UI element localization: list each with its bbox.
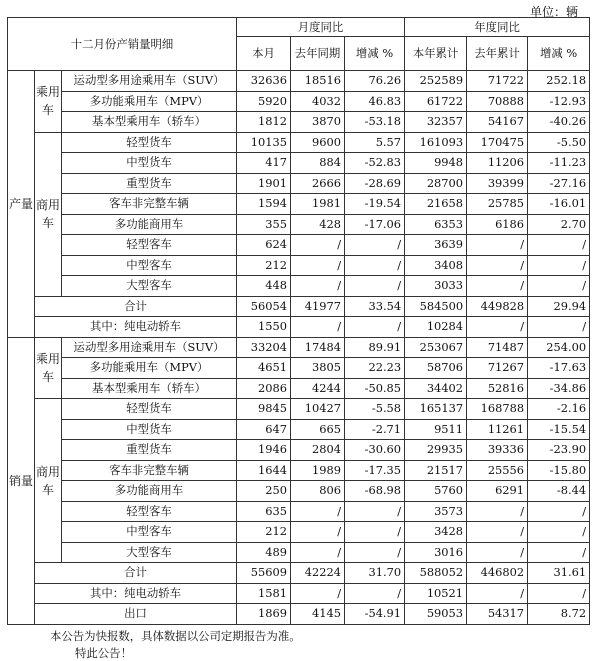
cell-y-prev: 39336	[467, 440, 528, 461]
month-change-header: 增减 %	[345, 37, 405, 71]
sales-commercial-label: 商用车	[35, 399, 62, 563]
cell-y-chg: /	[528, 317, 590, 338]
cell-m-chg: 89.91	[345, 337, 405, 358]
cell-m-prev: /	[291, 501, 345, 522]
cell-m-chg: /	[345, 317, 405, 338]
cell-m-prev: 18516	[291, 71, 345, 92]
cell-m-cur: 10135	[237, 132, 291, 153]
cell-m-prev: 428	[291, 214, 345, 235]
row-name: 基本型乘用车（轿车）	[62, 112, 237, 133]
cell-m-cur: 489	[237, 542, 291, 563]
cell-y-cur: 3428	[405, 522, 467, 543]
cell-y-prev: 71722	[467, 71, 528, 92]
header-row-1	[8, 18, 590, 37]
monthly-header: 月度同比	[237, 18, 405, 37]
cell-m-prev: 1981	[291, 194, 345, 215]
cell-m-chg: -52.83	[345, 153, 405, 174]
row-name: 重型货车	[62, 173, 237, 194]
cell-y-prev: /	[467, 276, 528, 297]
table-row	[8, 460, 590, 481]
table-row	[8, 153, 590, 174]
cell-y-chg: 31.61	[528, 563, 590, 584]
production-commercial-label: 商用车	[35, 132, 62, 296]
annual-current-header: 本年累计	[405, 37, 467, 71]
cell-y-chg: /	[528, 501, 590, 522]
cell-m-prev: 9600	[291, 132, 345, 153]
cell-y-cur: 34402	[405, 378, 467, 399]
cell-m-chg: -19.54	[345, 194, 405, 215]
cell-y-cur: 10521	[405, 583, 467, 604]
sales-section-label: 销量	[8, 337, 35, 624]
cell-y-prev: 71267	[467, 358, 528, 379]
cell-m-cur: 355	[237, 214, 291, 235]
sales-export-row	[8, 604, 590, 625]
cell-m-cur: 1812	[237, 112, 291, 133]
cell-y-chg: -15.54	[528, 419, 590, 440]
cell-m-chg: -5.58	[345, 399, 405, 420]
cell-y-chg: 29.94	[528, 296, 590, 317]
cell-m-cur: 1550	[237, 317, 291, 338]
cell-y-prev: 170475	[467, 132, 528, 153]
cell-y-chg: 2.70	[528, 214, 590, 235]
table-row	[8, 522, 590, 543]
cell-m-chg: 22.23	[345, 358, 405, 379]
cell-y-cur: 588052	[405, 563, 467, 584]
row-name: 轻型货车	[62, 399, 237, 420]
cell-m-cur: 417	[237, 153, 291, 174]
annual-prev-header: 去年累计	[467, 37, 528, 71]
cell-m-chg: -2.71	[345, 419, 405, 440]
cell-m-prev: 2666	[291, 173, 345, 194]
cell-m-chg: /	[345, 583, 405, 604]
row-name: 中型货车	[62, 419, 237, 440]
cell-m-cur: 1869	[237, 604, 291, 625]
cell-m-prev: /	[291, 583, 345, 604]
footnote: 本公告为快报数，具体数据以公司定期报告为准。	[50, 629, 301, 643]
cell-m-prev: 2804	[291, 440, 345, 461]
cell-m-chg: /	[345, 501, 405, 522]
cell-m-prev: /	[291, 542, 345, 563]
cell-y-cur: 21517	[405, 460, 467, 481]
cell-y-prev: 168788	[467, 399, 528, 420]
cell-m-cur: 55609	[237, 563, 291, 584]
cell-y-prev: 25785	[467, 194, 528, 215]
cell-y-chg: -2.16	[528, 399, 590, 420]
cell-y-chg: 252.18	[528, 71, 590, 92]
table-row	[8, 276, 590, 297]
cell-m-prev: 4145	[291, 604, 345, 625]
cell-m-prev: 806	[291, 481, 345, 502]
row-name: 轻型客车	[62, 501, 237, 522]
cell-y-chg: /	[528, 522, 590, 543]
row-name: 大型客车	[62, 542, 237, 563]
cell-m-cur: 1581	[237, 583, 291, 604]
row-name: 多功能乘用车（MPV）	[62, 358, 237, 379]
sales-detail-table	[7, 17, 590, 625]
cell-y-prev: /	[467, 522, 528, 543]
cell-y-chg: -15.80	[528, 460, 590, 481]
production-ev-row	[8, 317, 590, 338]
cell-y-chg: /	[528, 255, 590, 276]
cell-y-chg: -17.63	[528, 358, 590, 379]
cell-m-cur: 5920	[237, 91, 291, 112]
cell-m-prev: 3805	[291, 358, 345, 379]
cell-y-chg: -8.44	[528, 481, 590, 502]
production-passenger-label: 乘用车	[35, 71, 62, 133]
cell-m-cur: 32636	[237, 71, 291, 92]
cell-m-prev: 42224	[291, 563, 345, 584]
cell-y-cur: 10284	[405, 317, 467, 338]
cell-y-chg: -11.23	[528, 153, 590, 174]
table-row	[8, 235, 590, 256]
row-name: 运动型多用途乘用车（SUV）	[62, 337, 237, 358]
row-name: 其中：纯电动轿车	[35, 583, 237, 604]
row-name: 多功能商用车	[62, 214, 237, 235]
row-name: 重型货车	[62, 440, 237, 461]
cell-y-prev: 52816	[467, 378, 528, 399]
cell-m-cur: 212	[237, 522, 291, 543]
unit-label: 单位：辆	[529, 5, 578, 19]
cell-y-chg: -40.26	[528, 112, 590, 133]
cell-m-prev: 665	[291, 419, 345, 440]
cell-m-prev: /	[291, 522, 345, 543]
cell-y-cur: 3033	[405, 276, 467, 297]
cell-m-prev: 1989	[291, 460, 345, 481]
cell-m-chg: 76.26	[345, 71, 405, 92]
cell-m-prev: 3870	[291, 112, 345, 133]
cell-y-cur: 59053	[405, 604, 467, 625]
row-name: 多功能商用车	[62, 481, 237, 502]
cell-y-cur: 21658	[405, 194, 467, 215]
cell-m-cur: 1594	[237, 194, 291, 215]
cell-m-chg: 5.57	[345, 132, 405, 153]
cell-m-prev: 884	[291, 153, 345, 174]
cell-y-chg: /	[528, 276, 590, 297]
cell-y-prev: /	[467, 583, 528, 604]
cell-y-cur: 32357	[405, 112, 467, 133]
cell-m-cur: 250	[237, 481, 291, 502]
table-row	[8, 501, 590, 522]
annual-change-header: 增减 %	[528, 37, 590, 71]
row-name: 客车非完整车辆	[62, 194, 237, 215]
cell-y-prev: 11206	[467, 153, 528, 174]
cell-y-prev: 6186	[467, 214, 528, 235]
cell-m-cur: 56054	[237, 296, 291, 317]
cell-y-cur: 9511	[405, 419, 467, 440]
cell-y-cur: 9948	[405, 153, 467, 174]
cell-m-prev: 10427	[291, 399, 345, 420]
month-current-header: 本月	[237, 37, 291, 71]
cell-y-prev: 54317	[467, 604, 528, 625]
cell-y-chg: /	[528, 583, 590, 604]
cell-y-prev: /	[467, 542, 528, 563]
cell-m-chg: -50.85	[345, 378, 405, 399]
table-title: 十二月份产销量明细	[8, 18, 237, 71]
cell-y-chg: -23.90	[528, 440, 590, 461]
cell-m-chg: /	[345, 276, 405, 297]
cell-y-prev: 11261	[467, 419, 528, 440]
cell-m-chg: /	[345, 235, 405, 256]
table-row	[8, 481, 590, 502]
table-row	[8, 71, 590, 92]
cell-m-cur: 448	[237, 276, 291, 297]
cell-y-chg: 254.00	[528, 337, 590, 358]
cell-y-prev: 71487	[467, 337, 528, 358]
cell-y-chg: /	[528, 235, 590, 256]
cell-y-cur: 6353	[405, 214, 467, 235]
cell-m-cur: 1644	[237, 460, 291, 481]
cell-m-prev: /	[291, 235, 345, 256]
row-name: 运动型多用途乘用车（SUV）	[62, 71, 237, 92]
cell-m-cur: 212	[237, 255, 291, 276]
cell-y-chg: -27.16	[528, 173, 590, 194]
cell-m-chg: -54.91	[345, 604, 405, 625]
row-name: 客车非完整车辆	[62, 460, 237, 481]
row-name: 中型客车	[62, 255, 237, 276]
row-name: 多功能乘用车（MPV）	[62, 91, 237, 112]
table-row	[8, 214, 590, 235]
cell-y-chg: /	[528, 542, 590, 563]
cell-y-prev: 6291	[467, 481, 528, 502]
cell-m-chg: 46.83	[345, 91, 405, 112]
cell-m-chg: -53.18	[345, 112, 405, 133]
table-row	[8, 91, 590, 112]
cell-y-chg: -16.01	[528, 194, 590, 215]
row-name: 轻型客车	[62, 235, 237, 256]
cell-y-chg: -12.93	[528, 91, 590, 112]
cell-m-cur: 1946	[237, 440, 291, 461]
table-row	[8, 255, 590, 276]
cell-m-cur: 635	[237, 501, 291, 522]
row-name: 合计	[35, 563, 237, 584]
cell-m-cur: 1901	[237, 173, 291, 194]
cell-y-cur: 3573	[405, 501, 467, 522]
cell-y-cur: 58706	[405, 358, 467, 379]
closing-text: 特此公告！	[75, 646, 132, 660]
cell-m-chg: 31.70	[345, 563, 405, 584]
table-row	[8, 378, 590, 399]
cell-m-prev: /	[291, 276, 345, 297]
cell-m-chg: -17.06	[345, 214, 405, 235]
cell-m-cur: 4651	[237, 358, 291, 379]
table-row	[8, 194, 590, 215]
table-row	[8, 132, 590, 153]
cell-y-prev: /	[467, 255, 528, 276]
row-name: 中型货车	[62, 153, 237, 174]
cell-y-cur: 165137	[405, 399, 467, 420]
table-row	[8, 440, 590, 461]
cell-m-chg: /	[345, 255, 405, 276]
row-name: 基本型乘用车（轿车）	[62, 378, 237, 399]
cell-y-chg: -5.50	[528, 132, 590, 153]
cell-y-prev: /	[467, 235, 528, 256]
table-row	[8, 358, 590, 379]
cell-y-cur: 161093	[405, 132, 467, 153]
row-name: 其中：纯电动轿车	[35, 317, 237, 338]
sales-total-row	[8, 563, 590, 584]
cell-m-cur: 647	[237, 419, 291, 440]
cell-y-prev: /	[467, 501, 528, 522]
cell-y-cur: 3016	[405, 542, 467, 563]
cell-y-prev: 446802	[467, 563, 528, 584]
cell-m-prev: 4244	[291, 378, 345, 399]
cell-y-prev: 70888	[467, 91, 528, 112]
cell-y-chg: -34.86	[528, 378, 590, 399]
cell-m-chg: 33.54	[345, 296, 405, 317]
table-row	[8, 542, 590, 563]
cell-m-prev: /	[291, 317, 345, 338]
cell-m-prev: 41977	[291, 296, 345, 317]
cell-y-cur: 252589	[405, 71, 467, 92]
cell-y-cur: 61722	[405, 91, 467, 112]
table-row	[8, 419, 590, 440]
cell-y-cur: 29935	[405, 440, 467, 461]
cell-y-cur: 28700	[405, 173, 467, 194]
cell-m-chg: /	[345, 522, 405, 543]
sales-ev-row	[8, 583, 590, 604]
cell-m-prev: 4032	[291, 91, 345, 112]
cell-m-chg: -17.35	[345, 460, 405, 481]
row-name: 中型客车	[62, 522, 237, 543]
cell-m-cur: 624	[237, 235, 291, 256]
cell-m-chg: /	[345, 542, 405, 563]
cell-y-prev: 449828	[467, 296, 528, 317]
cell-y-prev: 25556	[467, 460, 528, 481]
row-name: 出口	[35, 604, 237, 625]
cell-y-prev: 54167	[467, 112, 528, 133]
cell-y-chg: 8.72	[528, 604, 590, 625]
row-name: 轻型货车	[62, 132, 237, 153]
cell-m-chg: -30.60	[345, 440, 405, 461]
sales-passenger-label: 乘用车	[35, 337, 62, 399]
cell-y-cur: 3408	[405, 255, 467, 276]
cell-m-cur: 9845	[237, 399, 291, 420]
production-section-label: 产量	[8, 71, 35, 338]
table-row	[8, 337, 590, 358]
table-row	[8, 112, 590, 133]
month-prev-header: 去年同期	[291, 37, 345, 71]
cell-y-prev: /	[467, 317, 528, 338]
cell-m-prev: /	[291, 255, 345, 276]
cell-m-cur: 2086	[237, 378, 291, 399]
cell-m-cur: 33204	[237, 337, 291, 358]
row-name: 大型客车	[62, 276, 237, 297]
cell-y-prev: 39399	[467, 173, 528, 194]
cell-m-prev: 17484	[291, 337, 345, 358]
cell-m-chg: -68.98	[345, 481, 405, 502]
cell-m-chg: -28.69	[345, 173, 405, 194]
cell-y-cur: 3639	[405, 235, 467, 256]
cell-y-cur: 5760	[405, 481, 467, 502]
annual-header: 年度同比	[405, 18, 590, 37]
production-total-row	[8, 296, 590, 317]
row-name: 合计	[35, 296, 237, 317]
cell-y-cur: 584500	[405, 296, 467, 317]
table-row	[8, 173, 590, 194]
table-row	[8, 399, 590, 420]
cell-y-cur: 253067	[405, 337, 467, 358]
